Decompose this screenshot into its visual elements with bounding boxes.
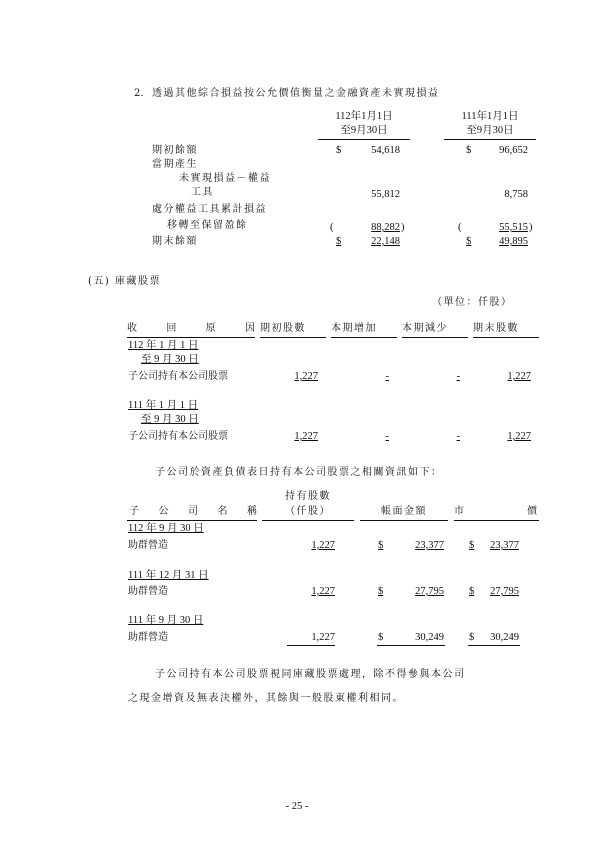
value-cell: 22,148: [371, 236, 400, 247]
col1-header-rule: [318, 139, 410, 140]
header-shares-top: 持有股數: [285, 491, 331, 502]
period-line1: 112 年 1 月 1 日: [128, 340, 199, 351]
book-cell: 30,249: [415, 632, 444, 643]
currency-symbol: $: [466, 236, 472, 247]
paren-open: (: [330, 222, 334, 233]
value-cell: 55,812: [371, 189, 400, 200]
period-line1: 111 年 1 月 1 日: [128, 400, 199, 411]
paren-close: ): [401, 222, 405, 233]
row-label: 期初餘額: [152, 145, 198, 156]
info-date: 111 年 12 月 31 日: [128, 570, 209, 581]
company-name: 助群營造: [128, 586, 168, 597]
currency-symbol: $: [469, 540, 475, 551]
header-book: 帳面金額: [381, 506, 427, 517]
value-cell: 55,515: [499, 222, 528, 233]
book-cell: 23,377: [415, 540, 444, 551]
page-number: - 25 -: [285, 801, 309, 812]
unit-label: （單位：仟股）: [432, 297, 513, 308]
header-sub: 本期減少: [402, 323, 448, 334]
company-name: 助群營造: [128, 632, 168, 643]
begin-cell: 1,227: [294, 371, 318, 382]
end-cell: 1,227: [507, 431, 531, 442]
header-rule: [262, 520, 354, 521]
note-line1: 子公司持有本公司股票視同庫藏股票處理，除不得參與本公司: [155, 669, 466, 680]
header-rule: [260, 337, 326, 338]
row-label: 移轉至保留盈餘: [167, 220, 248, 231]
shares-cell: 1,227: [311, 586, 335, 597]
paren-close: ): [529, 222, 533, 233]
header-rule: [454, 520, 539, 521]
currency-symbol: $: [378, 540, 384, 551]
total-rule: [287, 645, 335, 646]
value-cell: 88,282: [371, 222, 400, 233]
currency-symbol: $: [466, 145, 472, 156]
item-label: 子公司持有本公司股票: [128, 371, 228, 382]
header-rule: [402, 337, 468, 338]
col2-header-line1: 111年1月1日: [461, 111, 519, 122]
market-cell: 30,249: [490, 632, 519, 643]
header-rule: [473, 337, 539, 338]
period-line2: 至 9 月 30 日: [141, 354, 199, 365]
currency-symbol: $: [336, 236, 342, 247]
header-reason: 收 回 原 因: [127, 323, 255, 334]
book-cell: 27,795: [415, 586, 444, 597]
currency-symbol: $: [336, 145, 342, 156]
info-intro: 子公司於資產負債表日持有本公司股票之相關資訊如下：: [155, 467, 443, 478]
value-cell: 8,758: [504, 189, 528, 200]
section-title: (五) 庫藏股票: [88, 276, 161, 287]
begin-cell: 1,227: [294, 431, 318, 442]
value-cell: 96,652: [499, 145, 528, 156]
period-line2: 至 9 月 30 日: [141, 414, 199, 425]
company-name: 助群營造: [128, 540, 168, 551]
total-rule: [468, 645, 520, 646]
header-market: 市 價: [454, 506, 537, 517]
add-cell: -: [385, 431, 389, 442]
header-rule: [331, 337, 397, 338]
col1-header-line1: 112年1月1日: [335, 111, 393, 122]
header-add: 本期增加: [331, 323, 377, 334]
header-rule: [360, 520, 448, 521]
shares-cell: 1,227: [311, 632, 335, 643]
currency-symbol: $: [378, 586, 384, 597]
col1-header-line2: 至9月30日: [340, 125, 388, 136]
col2-header-rule: [444, 139, 536, 140]
row-label: 工具: [191, 187, 214, 198]
add-cell: -: [385, 371, 389, 382]
header-rule: [127, 520, 257, 521]
market-cell: 27,795: [490, 586, 519, 597]
currency-symbol: $: [469, 632, 475, 643]
header-shares-bottom: （仟股）: [285, 506, 331, 517]
market-cell: 23,377: [490, 540, 519, 551]
header-end: 期末股數: [473, 323, 519, 334]
section-number: 2.: [134, 88, 144, 99]
total-rule: [377, 645, 445, 646]
currency-symbol: $: [378, 632, 384, 643]
sub-cell: -: [456, 431, 460, 442]
item-label: 子公司持有本公司股票: [128, 431, 228, 442]
shares-cell: 1,227: [311, 540, 335, 551]
paren-open: (: [458, 222, 462, 233]
row-label: 處分權益工具累計損益: [152, 204, 267, 215]
row-label: 當期產生: [152, 159, 198, 170]
value-cell: 54,618: [371, 145, 400, 156]
header-company-name: 子 公 司 名 稱: [129, 506, 257, 517]
header-begin: 期初股數: [260, 323, 306, 334]
currency-symbol: $: [469, 586, 475, 597]
note-line2: 之現金增資及無表決權外，其餘與一般股東權利相同。: [128, 693, 404, 704]
sub-cell: -: [456, 371, 460, 382]
row-label: 未實現損益－權益: [179, 173, 271, 184]
info-date: 111 年 9 月 30 日: [128, 615, 204, 626]
info-date: 112 年 9 月 30 日: [128, 523, 204, 534]
end-cell: 1,227: [507, 371, 531, 382]
col2-header-line2: 至9月30日: [466, 125, 514, 136]
value-cell: 49,895: [499, 236, 528, 247]
section-title: 透過其他綜合損益按公允價值衡量之金融資產未實現損益: [152, 88, 440, 99]
header-rule: [127, 337, 255, 338]
row-label: 期末餘額: [152, 236, 198, 247]
